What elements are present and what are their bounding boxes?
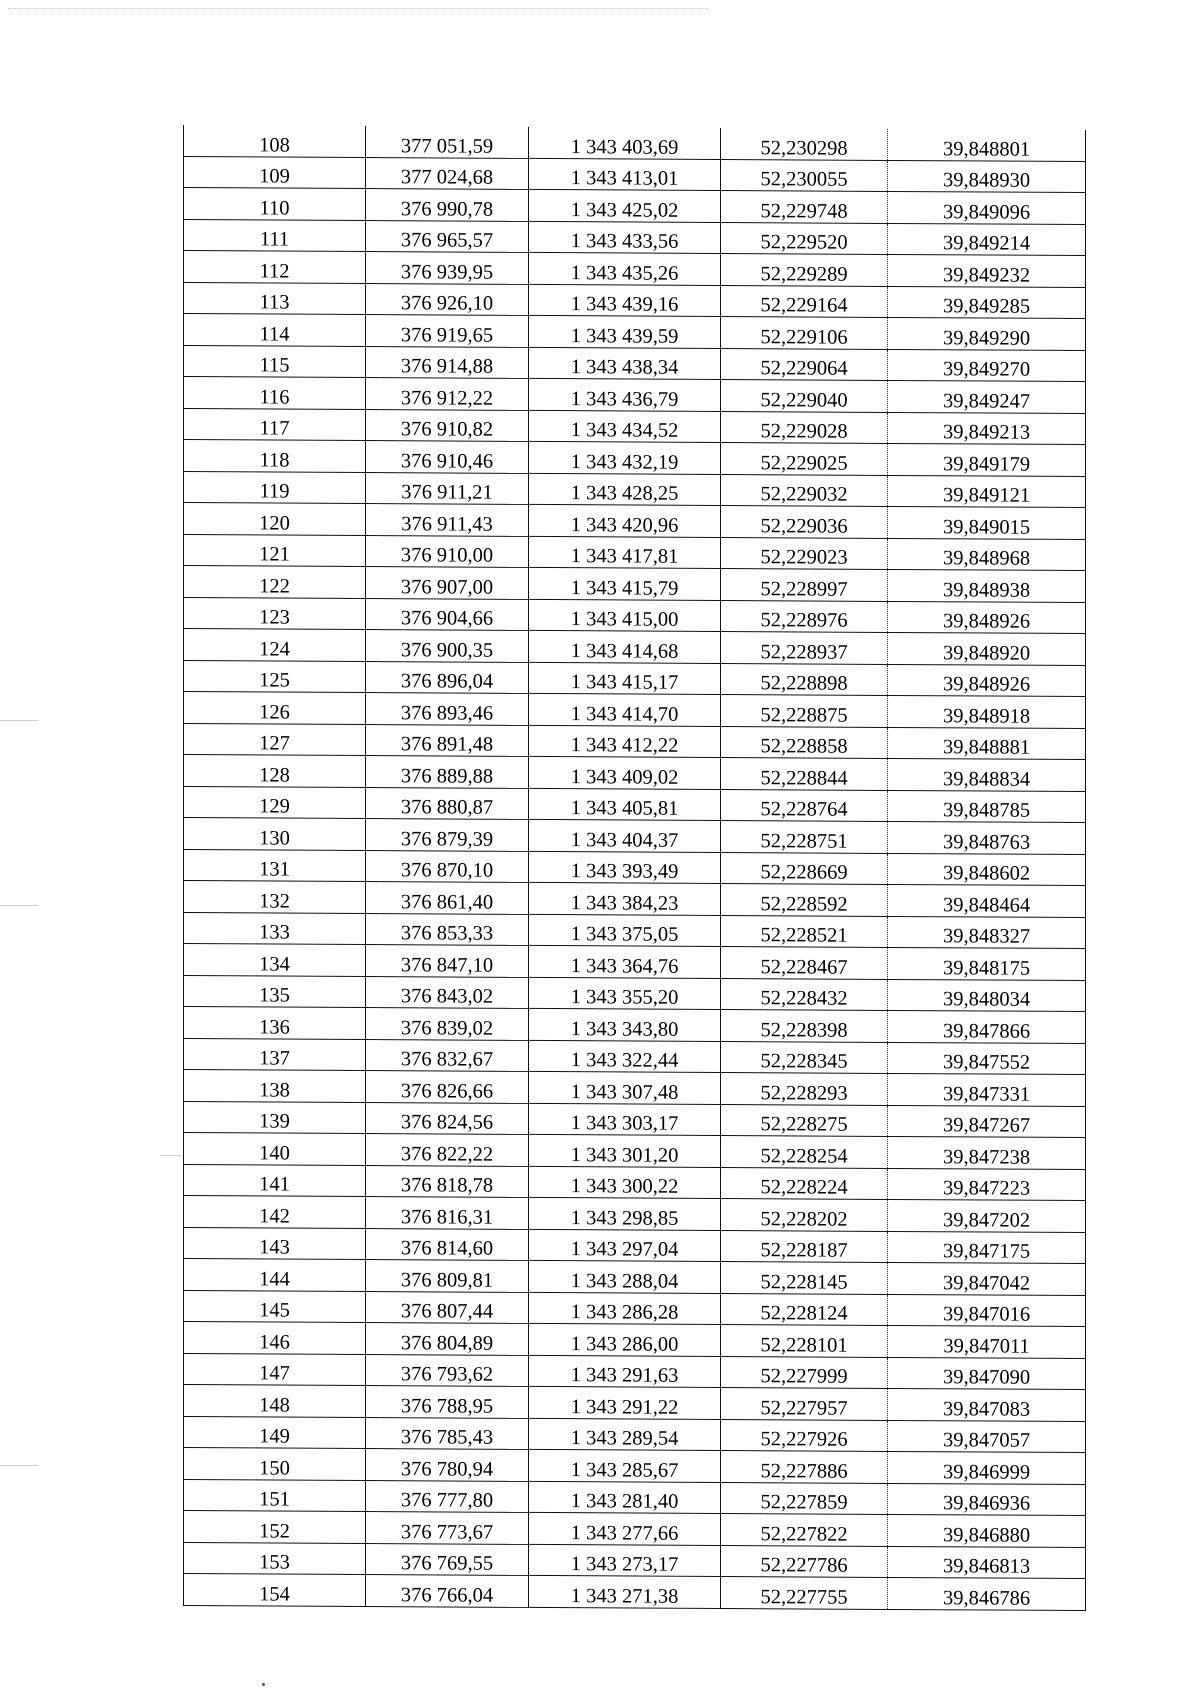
point-number-cell: 124 bbox=[184, 629, 366, 662]
table-row bbox=[184, 723, 1086, 760]
point-number-cell: 116 bbox=[184, 377, 366, 410]
table-row bbox=[184, 156, 1086, 193]
longitude-cell: 39,848968 bbox=[888, 538, 1086, 571]
latitude-cell: 52,228997 bbox=[721, 569, 888, 601]
longitude-cell: 39,849214 bbox=[888, 223, 1086, 256]
y-coordinate-cell: 1 343 414,68 bbox=[529, 630, 721, 663]
longitude-cell: 39,849121 bbox=[888, 475, 1086, 508]
table-row bbox=[184, 282, 1086, 319]
latitude-cell: 52,229064 bbox=[721, 348, 888, 380]
y-coordinate-cell: 1 343 403,69 bbox=[529, 127, 721, 159]
table-row bbox=[184, 408, 1086, 445]
point-number-cell: 139 bbox=[184, 1101, 366, 1134]
x-coordinate-cell: 376 824,56 bbox=[366, 1102, 529, 1134]
table-row bbox=[184, 1574, 1086, 1611]
point-number-cell: 137 bbox=[184, 1038, 366, 1071]
x-coordinate-cell: 376 785,43 bbox=[366, 1417, 529, 1449]
y-coordinate-cell: 1 343 439,16 bbox=[529, 284, 721, 317]
x-coordinate-cell: 376 891,48 bbox=[366, 724, 529, 756]
y-coordinate-cell: 1 343 415,17 bbox=[529, 662, 721, 695]
x-coordinate-cell: 376 769,55 bbox=[366, 1543, 529, 1575]
x-coordinate-cell: 376 807,44 bbox=[366, 1291, 529, 1323]
longitude-cell: 39,848926 bbox=[888, 664, 1086, 697]
point-number-cell: 146 bbox=[184, 1322, 366, 1355]
margin-mark bbox=[0, 720, 38, 721]
x-coordinate-cell: 376 818,78 bbox=[366, 1165, 529, 1197]
scan-artifact-top bbox=[8, 8, 708, 11]
x-coordinate-cell: 376 910,00 bbox=[366, 535, 529, 567]
y-coordinate-cell: 1 343 297,04 bbox=[529, 1229, 721, 1262]
point-number-cell: 136 bbox=[184, 1007, 366, 1040]
latitude-cell: 52,229036 bbox=[721, 506, 888, 538]
longitude-cell: 39,847202 bbox=[888, 1199, 1086, 1232]
longitude-cell: 39,848801 bbox=[888, 129, 1086, 161]
x-coordinate-cell: 376 879,39 bbox=[366, 819, 529, 851]
latitude-cell: 52,227957 bbox=[721, 1388, 888, 1420]
x-coordinate-cell: 376 839,02 bbox=[366, 1008, 529, 1040]
y-coordinate-cell: 1 343 433,56 bbox=[529, 221, 721, 254]
longitude-cell: 39,849213 bbox=[888, 412, 1086, 445]
latitude-cell: 52,230298 bbox=[721, 128, 888, 160]
y-coordinate-cell: 1 343 393,49 bbox=[529, 851, 721, 884]
latitude-cell: 52,228875 bbox=[721, 695, 888, 727]
longitude-cell: 39,847866 bbox=[888, 1010, 1086, 1043]
table-row bbox=[184, 503, 1086, 540]
x-coordinate-cell: 376 919,65 bbox=[366, 315, 529, 347]
y-coordinate-cell: 1 343 322,44 bbox=[529, 1040, 721, 1073]
longitude-cell: 39,849285 bbox=[888, 286, 1086, 319]
point-number-cell: 141 bbox=[184, 1164, 366, 1197]
x-coordinate-cell: 376 773,67 bbox=[366, 1512, 529, 1544]
latitude-cell: 52,227926 bbox=[721, 1419, 888, 1451]
latitude-cell: 52,228751 bbox=[721, 821, 888, 853]
point-number-cell: 120 bbox=[184, 503, 366, 536]
point-number-cell: 129 bbox=[184, 786, 366, 819]
longitude-cell: 39,849232 bbox=[888, 254, 1086, 287]
latitude-cell: 52,228345 bbox=[721, 1041, 888, 1073]
y-coordinate-cell: 1 343 285,67 bbox=[529, 1449, 721, 1482]
point-number-cell: 138 bbox=[184, 1070, 366, 1103]
x-coordinate-cell: 376 914,88 bbox=[366, 346, 529, 378]
x-coordinate-cell: 376 907,00 bbox=[366, 567, 529, 599]
point-number-cell: 117 bbox=[184, 408, 366, 441]
longitude-cell: 39,847552 bbox=[888, 1042, 1086, 1075]
table-row bbox=[184, 377, 1086, 414]
y-coordinate-cell: 1 343 413,01 bbox=[529, 158, 721, 191]
longitude-cell: 39,847090 bbox=[888, 1357, 1086, 1390]
table-row bbox=[184, 1259, 1086, 1296]
latitude-cell: 52,229040 bbox=[721, 380, 888, 412]
y-coordinate-cell: 1 343 355,20 bbox=[529, 977, 721, 1010]
point-number-cell: 126 bbox=[184, 692, 366, 725]
latitude-cell: 52,229106 bbox=[721, 317, 888, 349]
margin-mark bbox=[0, 905, 38, 906]
latitude-cell: 52,228467 bbox=[721, 947, 888, 979]
y-coordinate-cell: 1 343 286,28 bbox=[529, 1292, 721, 1325]
longitude-cell: 39,848785 bbox=[888, 790, 1086, 823]
x-coordinate-cell: 376 861,40 bbox=[366, 882, 529, 914]
latitude-cell: 52,227999 bbox=[721, 1356, 888, 1388]
x-coordinate-cell: 376 911,21 bbox=[366, 472, 529, 504]
table-row bbox=[184, 692, 1086, 729]
y-coordinate-cell: 1 343 412,22 bbox=[529, 725, 721, 758]
point-number-cell: 119 bbox=[184, 471, 366, 504]
longitude-cell: 39,848881 bbox=[888, 727, 1086, 760]
point-number-cell: 145 bbox=[184, 1290, 366, 1323]
y-coordinate-cell: 1 343 303,17 bbox=[529, 1103, 721, 1136]
table-row bbox=[184, 1101, 1086, 1138]
point-number-cell: 127 bbox=[184, 723, 366, 756]
latitude-cell: 52,227859 bbox=[721, 1482, 888, 1514]
point-number-cell: 153 bbox=[184, 1542, 366, 1575]
latitude-cell: 52,228764 bbox=[721, 789, 888, 821]
x-coordinate-cell: 376 896,04 bbox=[366, 661, 529, 693]
point-number-cell: 143 bbox=[184, 1227, 366, 1260]
y-coordinate-cell: 1 343 307,48 bbox=[529, 1071, 721, 1104]
point-number-cell: 121 bbox=[184, 534, 366, 567]
y-coordinate-cell: 1 343 273,17 bbox=[529, 1544, 721, 1577]
point-number-cell: 154 bbox=[184, 1574, 366, 1607]
point-number-cell: 150 bbox=[184, 1448, 366, 1481]
table-row bbox=[184, 1542, 1086, 1579]
longitude-cell: 39,848763 bbox=[888, 821, 1086, 854]
latitude-cell: 52,229520 bbox=[721, 222, 888, 254]
point-number-cell: 147 bbox=[184, 1353, 366, 1386]
point-number-cell: 118 bbox=[184, 440, 366, 473]
longitude-cell: 39,849270 bbox=[888, 349, 1086, 382]
longitude-cell: 39,848327 bbox=[888, 916, 1086, 949]
point-number-cell: 115 bbox=[184, 345, 366, 378]
latitude-cell: 52,229289 bbox=[721, 254, 888, 286]
latitude-cell: 52,228145 bbox=[721, 1262, 888, 1294]
latitude-cell: 52,229032 bbox=[721, 474, 888, 506]
x-coordinate-cell: 376 777,80 bbox=[366, 1480, 529, 1512]
y-coordinate-cell: 1 343 286,00 bbox=[529, 1323, 721, 1356]
x-coordinate-cell: 376 926,10 bbox=[366, 283, 529, 315]
x-coordinate-cell: 377 051,59 bbox=[366, 126, 529, 158]
latitude-cell: 52,227886 bbox=[721, 1451, 888, 1483]
y-coordinate-cell: 1 343 301,20 bbox=[529, 1134, 721, 1167]
table-row bbox=[184, 1290, 1086, 1327]
table-row bbox=[184, 1511, 1086, 1548]
x-coordinate-cell: 376 904,66 bbox=[366, 598, 529, 630]
y-coordinate-cell: 1 343 432,19 bbox=[529, 441, 721, 474]
latitude-cell: 52,228202 bbox=[721, 1199, 888, 1231]
y-coordinate-cell: 1 343 435,26 bbox=[529, 252, 721, 285]
x-coordinate-cell: 376 853,33 bbox=[366, 913, 529, 945]
y-coordinate-cell: 1 343 281,40 bbox=[529, 1481, 721, 1514]
latitude-cell: 52,228187 bbox=[721, 1230, 888, 1262]
longitude-cell: 39,848602 bbox=[888, 853, 1086, 886]
y-coordinate-cell: 1 343 409,02 bbox=[529, 756, 721, 789]
longitude-cell: 39,849096 bbox=[888, 191, 1086, 224]
x-coordinate-cell: 376 788,95 bbox=[366, 1386, 529, 1418]
y-coordinate-cell: 1 343 300,22 bbox=[529, 1166, 721, 1199]
point-number-cell: 142 bbox=[184, 1196, 366, 1229]
point-number-cell: 144 bbox=[184, 1259, 366, 1292]
longitude-cell: 39,846880 bbox=[888, 1514, 1086, 1547]
latitude-cell: 52,228858 bbox=[721, 726, 888, 758]
x-coordinate-cell: 376 910,82 bbox=[366, 409, 529, 441]
longitude-cell: 39,848930 bbox=[888, 160, 1086, 193]
table-row bbox=[184, 849, 1086, 886]
latitude-cell: 52,228976 bbox=[721, 600, 888, 632]
latitude-cell: 52,227755 bbox=[721, 1577, 888, 1609]
longitude-cell: 39,847238 bbox=[888, 1136, 1086, 1169]
latitude-cell: 52,228101 bbox=[721, 1325, 888, 1357]
x-coordinate-cell: 376 843,02 bbox=[366, 976, 529, 1008]
latitude-cell: 52,228844 bbox=[721, 758, 888, 790]
x-coordinate-cell: 376 939,95 bbox=[366, 252, 529, 284]
latitude-cell: 52,229028 bbox=[721, 411, 888, 443]
point-number-cell: 132 bbox=[184, 881, 366, 914]
y-coordinate-cell: 1 343 289,54 bbox=[529, 1418, 721, 1451]
table-row bbox=[184, 912, 1086, 949]
table-row bbox=[184, 1416, 1086, 1453]
longitude-cell: 39,847011 bbox=[888, 1325, 1086, 1358]
longitude-cell: 39,847016 bbox=[888, 1294, 1086, 1327]
y-coordinate-cell: 1 343 271,38 bbox=[529, 1575, 721, 1608]
margin-mark bbox=[0, 1465, 38, 1466]
y-coordinate-cell: 1 343 439,59 bbox=[529, 315, 721, 348]
table-row bbox=[184, 818, 1086, 855]
longitude-cell: 39,849015 bbox=[888, 506, 1086, 539]
y-coordinate-cell: 1 343 434,52 bbox=[529, 410, 721, 443]
x-coordinate-cell: 376 912,22 bbox=[366, 378, 529, 410]
point-number-cell: 134 bbox=[184, 944, 366, 977]
x-coordinate-cell: 376 826,66 bbox=[366, 1071, 529, 1103]
table-row bbox=[184, 1164, 1086, 1201]
latitude-cell: 52,228898 bbox=[721, 663, 888, 695]
table-row bbox=[184, 188, 1086, 225]
point-number-cell: 140 bbox=[184, 1133, 366, 1166]
longitude-cell: 39,846999 bbox=[888, 1451, 1086, 1484]
longitude-cell: 39,849179 bbox=[888, 443, 1086, 476]
x-coordinate-cell: 376 780,94 bbox=[366, 1449, 529, 1481]
x-coordinate-cell: 376 793,62 bbox=[366, 1354, 529, 1386]
y-coordinate-cell: 1 343 425,02 bbox=[529, 189, 721, 222]
table-row bbox=[184, 1479, 1086, 1516]
y-coordinate-cell: 1 343 375,05 bbox=[529, 914, 721, 947]
longitude-cell: 39,849290 bbox=[888, 317, 1086, 350]
latitude-cell: 52,229748 bbox=[721, 191, 888, 223]
x-coordinate-cell: 376 900,35 bbox=[366, 630, 529, 662]
latitude-cell: 52,229164 bbox=[721, 285, 888, 317]
longitude-cell: 39,847057 bbox=[888, 1420, 1086, 1453]
point-number-cell: 114 bbox=[184, 314, 366, 347]
y-coordinate-cell: 1 343 415,79 bbox=[529, 567, 721, 600]
x-coordinate-cell: 376 766,04 bbox=[366, 1575, 529, 1607]
longitude-cell: 39,846813 bbox=[888, 1546, 1086, 1579]
x-coordinate-cell: 376 804,89 bbox=[366, 1323, 529, 1355]
table-row bbox=[184, 471, 1086, 508]
latitude-cell: 52,228432 bbox=[721, 978, 888, 1010]
longitude-cell: 39,848926 bbox=[888, 601, 1086, 634]
table-row bbox=[184, 944, 1086, 981]
coordinates-table bbox=[183, 125, 1086, 1611]
latitude-cell: 52,228521 bbox=[721, 915, 888, 947]
table-row bbox=[184, 251, 1086, 288]
y-coordinate-cell: 1 343 420,96 bbox=[529, 504, 721, 537]
x-coordinate-cell: 376 809,81 bbox=[366, 1260, 529, 1292]
x-coordinate-cell: 376 911,43 bbox=[366, 504, 529, 536]
latitude-cell: 52,228254 bbox=[721, 1136, 888, 1168]
point-number-cell: 112 bbox=[184, 251, 366, 284]
latitude-cell: 52,230055 bbox=[721, 159, 888, 191]
table-row bbox=[184, 314, 1086, 351]
latitude-cell: 52,228293 bbox=[721, 1073, 888, 1105]
longitude-cell: 39,848938 bbox=[888, 569, 1086, 602]
table-row bbox=[184, 1038, 1086, 1075]
y-coordinate-cell: 1 343 288,04 bbox=[529, 1260, 721, 1293]
x-coordinate-cell: 376 847,10 bbox=[366, 945, 529, 977]
point-number-cell: 133 bbox=[184, 912, 366, 945]
latitude-cell: 52,227822 bbox=[721, 1514, 888, 1546]
table-row bbox=[184, 1007, 1086, 1044]
point-number-cell: 113 bbox=[184, 282, 366, 315]
latitude-cell: 52,228398 bbox=[721, 1010, 888, 1042]
table-row bbox=[184, 660, 1086, 697]
point-number-cell: 122 bbox=[184, 566, 366, 599]
latitude-cell: 52,228937 bbox=[721, 632, 888, 664]
table-row bbox=[184, 1385, 1086, 1422]
point-number-cell: 110 bbox=[184, 188, 366, 221]
latitude-cell: 52,229023 bbox=[721, 537, 888, 569]
margin-mark bbox=[160, 1155, 182, 1156]
point-number-cell: 135 bbox=[184, 975, 366, 1008]
point-number-cell: 148 bbox=[184, 1385, 366, 1418]
latitude-cell: 52,228669 bbox=[721, 852, 888, 884]
longitude-cell: 39,848175 bbox=[888, 947, 1086, 980]
y-coordinate-cell: 1 343 277,66 bbox=[529, 1512, 721, 1545]
longitude-cell: 39,849247 bbox=[888, 380, 1086, 413]
point-number-cell: 108 bbox=[184, 125, 366, 157]
latitude-cell: 52,228275 bbox=[721, 1104, 888, 1136]
point-number-cell: 125 bbox=[184, 660, 366, 693]
y-coordinate-cell: 1 343 405,81 bbox=[529, 788, 721, 821]
y-coordinate-cell: 1 343 436,79 bbox=[529, 378, 721, 411]
table-row bbox=[184, 1353, 1086, 1390]
longitude-cell: 39,846786 bbox=[888, 1577, 1086, 1610]
latitude-cell: 52,227786 bbox=[721, 1545, 888, 1577]
latitude-cell: 52,228124 bbox=[721, 1293, 888, 1325]
x-coordinate-cell: 376 889,88 bbox=[366, 756, 529, 788]
y-coordinate-cell: 1 343 364,76 bbox=[529, 945, 721, 978]
table-row bbox=[184, 881, 1086, 918]
longitude-cell: 39,847331 bbox=[888, 1073, 1086, 1106]
table-row bbox=[184, 1133, 1086, 1170]
point-number-cell: 151 bbox=[184, 1479, 366, 1512]
longitude-cell: 39,847223 bbox=[888, 1168, 1086, 1201]
longitude-cell: 39,846936 bbox=[888, 1483, 1086, 1516]
point-number-cell: 128 bbox=[184, 755, 366, 788]
x-coordinate-cell: 376 965,57 bbox=[366, 220, 529, 252]
y-coordinate-cell: 1 343 298,85 bbox=[529, 1197, 721, 1230]
point-number-cell: 111 bbox=[184, 219, 366, 252]
point-number-cell: 130 bbox=[184, 818, 366, 851]
longitude-cell: 39,847267 bbox=[888, 1105, 1086, 1138]
table-row bbox=[184, 345, 1086, 382]
y-coordinate-cell: 1 343 417,81 bbox=[529, 536, 721, 569]
table-row bbox=[184, 975, 1086, 1012]
point-number-cell: 109 bbox=[184, 156, 366, 189]
table-row bbox=[184, 597, 1086, 634]
y-coordinate-cell: 1 343 343,80 bbox=[529, 1008, 721, 1041]
y-coordinate-cell: 1 343 415,00 bbox=[529, 599, 721, 632]
y-coordinate-cell: 1 343 291,22 bbox=[529, 1386, 721, 1419]
longitude-cell: 39,847083 bbox=[888, 1388, 1086, 1421]
y-coordinate-cell: 1 343 438,34 bbox=[529, 347, 721, 380]
table-row bbox=[184, 125, 1086, 161]
longitude-cell: 39,848918 bbox=[888, 695, 1086, 728]
x-coordinate-cell: 376 816,31 bbox=[366, 1197, 529, 1229]
x-coordinate-cell: 376 990,78 bbox=[366, 189, 529, 221]
y-coordinate-cell: 1 343 414,70 bbox=[529, 693, 721, 726]
table-row bbox=[184, 1448, 1086, 1485]
y-coordinate-cell: 1 343 384,23 bbox=[529, 882, 721, 915]
table-row bbox=[184, 629, 1086, 666]
table-row bbox=[184, 440, 1086, 477]
y-coordinate-cell: 1 343 404,37 bbox=[529, 819, 721, 852]
longitude-cell: 39,848920 bbox=[888, 632, 1086, 665]
scan-speck bbox=[262, 1683, 265, 1686]
table-row bbox=[184, 786, 1086, 823]
longitude-cell: 39,847175 bbox=[888, 1231, 1086, 1264]
latitude-cell: 52,228224 bbox=[721, 1167, 888, 1199]
point-number-cell: 131 bbox=[184, 849, 366, 882]
table-row bbox=[184, 1227, 1086, 1264]
table-row bbox=[184, 1196, 1086, 1233]
x-coordinate-cell: 376 870,10 bbox=[366, 850, 529, 882]
table-row bbox=[184, 1070, 1086, 1107]
x-coordinate-cell: 376 832,67 bbox=[366, 1039, 529, 1071]
latitude-cell: 52,229025 bbox=[721, 443, 888, 475]
point-number-cell: 149 bbox=[184, 1416, 366, 1449]
x-coordinate-cell: 376 893,46 bbox=[366, 693, 529, 725]
longitude-cell: 39,847042 bbox=[888, 1262, 1086, 1295]
table-row bbox=[184, 534, 1086, 571]
point-number-cell: 152 bbox=[184, 1511, 366, 1544]
point-number-cell: 123 bbox=[184, 597, 366, 630]
coordinates-table-body bbox=[184, 125, 1086, 1610]
table-row bbox=[184, 219, 1086, 256]
x-coordinate-cell: 376 822,22 bbox=[366, 1134, 529, 1166]
table-row bbox=[184, 1322, 1086, 1359]
table-row bbox=[184, 755, 1086, 792]
latitude-cell: 52,228592 bbox=[721, 884, 888, 916]
table-row bbox=[184, 566, 1086, 603]
longitude-cell: 39,848464 bbox=[888, 884, 1086, 917]
longitude-cell: 39,848834 bbox=[888, 758, 1086, 791]
x-coordinate-cell: 376 880,87 bbox=[366, 787, 529, 819]
longitude-cell: 39,848034 bbox=[888, 979, 1086, 1012]
y-coordinate-cell: 1 343 291,63 bbox=[529, 1355, 721, 1388]
x-coordinate-cell: 377 024,68 bbox=[366, 157, 529, 189]
x-coordinate-cell: 376 910,46 bbox=[366, 441, 529, 473]
y-coordinate-cell: 1 343 428,25 bbox=[529, 473, 721, 506]
x-coordinate-cell: 376 814,60 bbox=[366, 1228, 529, 1260]
